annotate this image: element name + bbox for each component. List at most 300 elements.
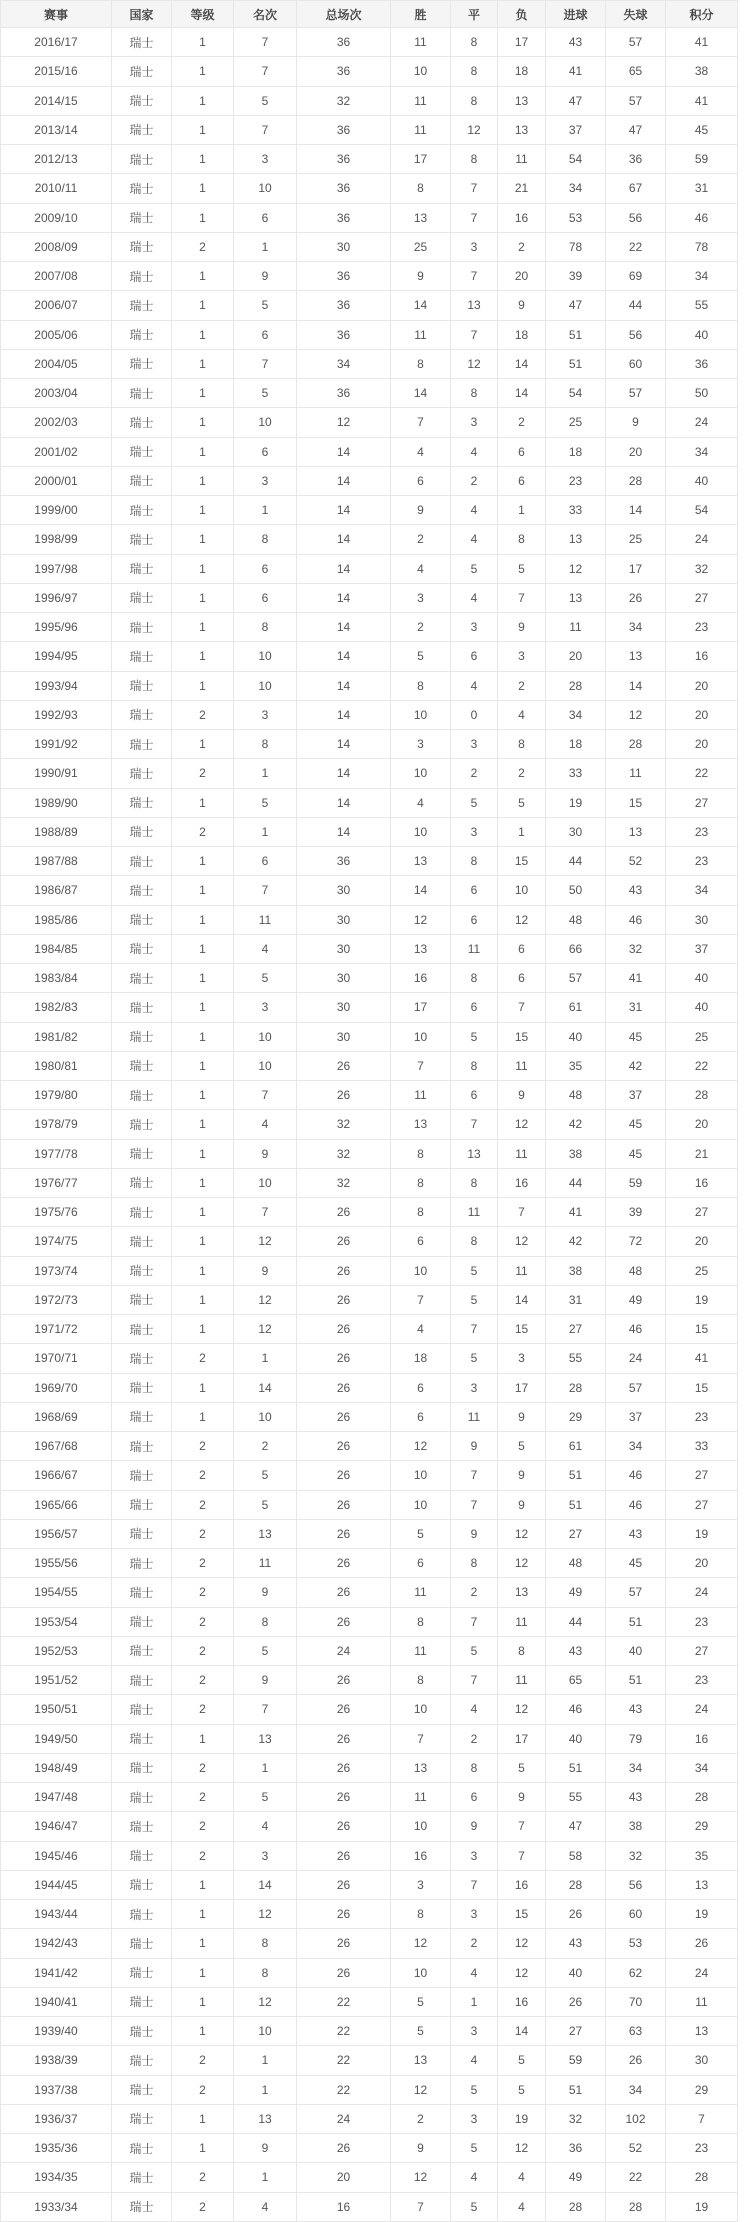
table-cell-country: 瑞士 bbox=[112, 817, 172, 846]
table-cell-losses: 15 bbox=[498, 847, 546, 876]
table-cell-country: 瑞士 bbox=[112, 788, 172, 817]
table-cell-points: 40 bbox=[666, 320, 738, 349]
table-cell-played: 14 bbox=[297, 437, 391, 466]
table-cell-played: 24 bbox=[297, 2104, 391, 2133]
table-cell-played: 26 bbox=[297, 1256, 391, 1285]
table-cell-goals_against: 38 bbox=[606, 1812, 666, 1841]
table-row bbox=[1, 1198, 738, 1227]
table-cell-rank: 3 bbox=[234, 1841, 297, 1870]
table-cell-losses: 17 bbox=[498, 1724, 546, 1753]
table-cell-rank: 7 bbox=[234, 57, 297, 86]
table-cell-level: 1 bbox=[172, 145, 234, 174]
table-cell-season: 1936/37 bbox=[1, 2104, 112, 2133]
table-row bbox=[1, 1432, 738, 1461]
table-cell-played: 26 bbox=[297, 1753, 391, 1782]
table-cell-season: 1984/85 bbox=[1, 934, 112, 963]
table-cell-points: 11 bbox=[666, 1987, 738, 2016]
table-cell-level: 1 bbox=[172, 934, 234, 963]
table-cell-rank: 12 bbox=[234, 1900, 297, 1929]
table-cell-goals_for: 34 bbox=[546, 700, 606, 729]
table-cell-wins: 6 bbox=[391, 1227, 451, 1256]
table-cell-goals_against: 52 bbox=[606, 847, 666, 876]
table-cell-losses: 1 bbox=[498, 817, 546, 846]
table-cell-rank: 8 bbox=[234, 613, 297, 642]
table-cell-points: 30 bbox=[666, 905, 738, 934]
table-cell-points: 22 bbox=[666, 759, 738, 788]
table-cell-losses: 2 bbox=[498, 759, 546, 788]
table-cell-rank: 1 bbox=[234, 2046, 297, 2075]
table-cell-goals_against: 25 bbox=[606, 525, 666, 554]
table-cell-losses: 16 bbox=[498, 203, 546, 232]
table-cell-country: 瑞士 bbox=[112, 1110, 172, 1139]
table-cell-level: 2 bbox=[172, 1783, 234, 1812]
table-cell-goals_against: 26 bbox=[606, 583, 666, 612]
table-cell-losses: 7 bbox=[498, 1841, 546, 1870]
table-cell-points: 26 bbox=[666, 1929, 738, 1958]
table-cell-rank: 13 bbox=[234, 1724, 297, 1753]
table-cell-country: 瑞士 bbox=[112, 1344, 172, 1373]
table-row bbox=[1, 57, 738, 86]
table-cell-wins: 13 bbox=[391, 1110, 451, 1139]
table-cell-country: 瑞士 bbox=[112, 1402, 172, 1431]
table-row bbox=[1, 759, 738, 788]
table-cell-goals_against: 79 bbox=[606, 1724, 666, 1753]
table-cell-points: 27 bbox=[666, 788, 738, 817]
table-cell-played: 36 bbox=[297, 379, 391, 408]
table-cell-goals_for: 66 bbox=[546, 934, 606, 963]
table-cell-level: 2 bbox=[172, 2192, 234, 2221]
table-cell-level: 1 bbox=[172, 115, 234, 144]
table-cell-losses: 15 bbox=[498, 1022, 546, 1051]
table-row bbox=[1, 554, 738, 583]
table-cell-goals_for: 28 bbox=[546, 671, 606, 700]
table-cell-points: 46 bbox=[666, 203, 738, 232]
table-cell-points: 25 bbox=[666, 1022, 738, 1051]
table-row bbox=[1, 642, 738, 671]
table-cell-goals_for: 33 bbox=[546, 496, 606, 525]
table-cell-played: 26 bbox=[297, 1812, 391, 1841]
table-cell-points: 37 bbox=[666, 934, 738, 963]
table-cell-country: 瑞士 bbox=[112, 262, 172, 291]
table-cell-wins: 5 bbox=[391, 642, 451, 671]
table-cell-season: 1965/66 bbox=[1, 1490, 112, 1519]
table-cell-goals_for: 27 bbox=[546, 2017, 606, 2046]
table-row bbox=[1, 2046, 738, 2075]
table-cell-draws: 5 bbox=[451, 2134, 498, 2163]
table-cell-level: 2 bbox=[172, 2075, 234, 2104]
table-cell-rank: 6 bbox=[234, 320, 297, 349]
table-cell-points: 27 bbox=[666, 583, 738, 612]
table-cell-played: 32 bbox=[297, 1110, 391, 1139]
table-cell-rank: 12 bbox=[234, 1227, 297, 1256]
table-cell-points: 19 bbox=[666, 2192, 738, 2221]
table-cell-season: 1934/35 bbox=[1, 2163, 112, 2192]
table-cell-level: 1 bbox=[172, 583, 234, 612]
table-cell-played: 14 bbox=[297, 554, 391, 583]
table-cell-country: 瑞士 bbox=[112, 1695, 172, 1724]
table-cell-draws: 8 bbox=[451, 379, 498, 408]
table-cell-goals_against: 26 bbox=[606, 2046, 666, 2075]
table-row bbox=[1, 1110, 738, 1139]
table-cell-played: 26 bbox=[297, 1285, 391, 1314]
table-cell-points: 30 bbox=[666, 2046, 738, 2075]
table-row bbox=[1, 1724, 738, 1753]
table-cell-points: 45 bbox=[666, 115, 738, 144]
table-cell-played: 22 bbox=[297, 2017, 391, 2046]
table-cell-goals_against: 57 bbox=[606, 86, 666, 115]
table-row bbox=[1, 1461, 738, 1490]
table-row bbox=[1, 1695, 738, 1724]
table-cell-rank: 1 bbox=[234, 1344, 297, 1373]
table-cell-goals_against: 51 bbox=[606, 1607, 666, 1636]
table-cell-points: 27 bbox=[666, 1636, 738, 1665]
table-cell-losses: 16 bbox=[498, 1987, 546, 2016]
table-cell-rank: 9 bbox=[234, 1256, 297, 1285]
table-cell-losses: 3 bbox=[498, 1344, 546, 1373]
table-cell-points: 31 bbox=[666, 174, 738, 203]
table-cell-goals_for: 65 bbox=[546, 1666, 606, 1695]
table-cell-level: 2 bbox=[172, 817, 234, 846]
table-cell-wins: 6 bbox=[391, 1549, 451, 1578]
table-cell-season: 1966/67 bbox=[1, 1461, 112, 1490]
table-cell-draws: 6 bbox=[451, 1081, 498, 1110]
table-row bbox=[1, 379, 738, 408]
table-cell-rank: 7 bbox=[234, 349, 297, 378]
table-cell-level: 2 bbox=[172, 1666, 234, 1695]
table-cell-level: 1 bbox=[172, 730, 234, 759]
table-row bbox=[1, 1168, 738, 1197]
table-cell-country: 瑞士 bbox=[112, 115, 172, 144]
table-cell-goals_for: 29 bbox=[546, 1402, 606, 1431]
table-cell-draws: 4 bbox=[451, 2163, 498, 2192]
table-cell-rank: 10 bbox=[234, 2017, 297, 2046]
table-cell-level: 1 bbox=[172, 1373, 234, 1402]
table-cell-season: 1942/43 bbox=[1, 1929, 112, 1958]
table-cell-goals_against: 28 bbox=[606, 2192, 666, 2221]
table-cell-goals_against: 44 bbox=[606, 291, 666, 320]
column-header-level: 等级 bbox=[172, 1, 234, 28]
table-row bbox=[1, 1022, 738, 1051]
table-cell-played: 36 bbox=[297, 203, 391, 232]
table-cell-goals_against: 43 bbox=[606, 876, 666, 905]
table-row bbox=[1, 1315, 738, 1344]
table-cell-wins: 11 bbox=[391, 1081, 451, 1110]
table-row bbox=[1, 1285, 738, 1314]
table-cell-rank: 5 bbox=[234, 1461, 297, 1490]
table-cell-goals_against: 22 bbox=[606, 232, 666, 261]
table-cell-level: 1 bbox=[172, 1256, 234, 1285]
table-cell-played: 26 bbox=[297, 1900, 391, 1929]
table-cell-goals_for: 49 bbox=[546, 2163, 606, 2192]
table-cell-wins: 3 bbox=[391, 730, 451, 759]
table-cell-level: 2 bbox=[172, 1490, 234, 1519]
table-cell-points: 34 bbox=[666, 437, 738, 466]
table-cell-losses: 9 bbox=[498, 1461, 546, 1490]
table-row bbox=[1, 1666, 738, 1695]
table-cell-losses: 11 bbox=[498, 1607, 546, 1636]
table-cell-points: 40 bbox=[666, 466, 738, 495]
table-cell-played: 36 bbox=[297, 262, 391, 291]
table-cell-played: 32 bbox=[297, 1168, 391, 1197]
table-cell-losses: 20 bbox=[498, 262, 546, 291]
table-cell-rank: 10 bbox=[234, 1402, 297, 1431]
table-cell-season: 2015/16 bbox=[1, 57, 112, 86]
table-cell-draws: 8 bbox=[451, 28, 498, 57]
table-cell-wins: 4 bbox=[391, 554, 451, 583]
table-cell-played: 32 bbox=[297, 86, 391, 115]
table-cell-rank: 5 bbox=[234, 291, 297, 320]
table-cell-season: 1935/36 bbox=[1, 2134, 112, 2163]
table-cell-wins: 17 bbox=[391, 993, 451, 1022]
table-cell-level: 1 bbox=[172, 1724, 234, 1753]
table-cell-level: 1 bbox=[172, 57, 234, 86]
table-cell-goals_against: 32 bbox=[606, 934, 666, 963]
table-cell-goals_against: 34 bbox=[606, 613, 666, 642]
table-cell-rank: 1 bbox=[234, 496, 297, 525]
table-cell-played: 30 bbox=[297, 876, 391, 905]
table-cell-played: 26 bbox=[297, 1315, 391, 1344]
table-cell-points: 19 bbox=[666, 1285, 738, 1314]
table-cell-goals_against: 62 bbox=[606, 1958, 666, 1987]
table-cell-draws: 3 bbox=[451, 817, 498, 846]
table-cell-goals_for: 58 bbox=[546, 1841, 606, 1870]
table-cell-season: 2000/01 bbox=[1, 466, 112, 495]
table-cell-country: 瑞士 bbox=[112, 1958, 172, 1987]
table-cell-season: 1943/44 bbox=[1, 1900, 112, 1929]
table-row bbox=[1, 1344, 738, 1373]
table-cell-goals_for: 46 bbox=[546, 1695, 606, 1724]
table-cell-rank: 3 bbox=[234, 993, 297, 1022]
table-row bbox=[1, 1987, 738, 2016]
table-cell-rank: 6 bbox=[234, 437, 297, 466]
table-cell-wins: 12 bbox=[391, 2163, 451, 2192]
table-cell-season: 1976/77 bbox=[1, 1168, 112, 1197]
table-row bbox=[1, 1051, 738, 1080]
table-row bbox=[1, 2017, 738, 2046]
table-cell-rank: 8 bbox=[234, 525, 297, 554]
table-cell-goals_for: 50 bbox=[546, 876, 606, 905]
table-cell-goals_for: 12 bbox=[546, 554, 606, 583]
table-cell-rank: 4 bbox=[234, 1110, 297, 1139]
table-cell-goals_for: 51 bbox=[546, 320, 606, 349]
table-cell-rank: 5 bbox=[234, 964, 297, 993]
table-cell-wins: 10 bbox=[391, 1461, 451, 1490]
table-cell-wins: 13 bbox=[391, 203, 451, 232]
table-cell-season: 1988/89 bbox=[1, 817, 112, 846]
table-cell-country: 瑞士 bbox=[112, 1285, 172, 1314]
table-cell-country: 瑞士 bbox=[112, 1812, 172, 1841]
table-cell-points: 7 bbox=[666, 2104, 738, 2133]
table-cell-level: 1 bbox=[172, 1022, 234, 1051]
table-cell-wins: 7 bbox=[391, 1051, 451, 1080]
table-cell-country: 瑞士 bbox=[112, 1636, 172, 1665]
table-row bbox=[1, 700, 738, 729]
table-cell-goals_against: 48 bbox=[606, 1256, 666, 1285]
table-cell-losses: 6 bbox=[498, 437, 546, 466]
column-header-rank: 名次 bbox=[234, 1, 297, 28]
table-cell-goals_for: 51 bbox=[546, 1461, 606, 1490]
table-cell-losses: 2 bbox=[498, 671, 546, 700]
table-cell-draws: 6 bbox=[451, 642, 498, 671]
table-cell-draws: 5 bbox=[451, 788, 498, 817]
table-cell-wins: 11 bbox=[391, 28, 451, 57]
table-cell-losses: 9 bbox=[498, 1783, 546, 1812]
table-cell-goals_for: 55 bbox=[546, 1344, 606, 1373]
table-cell-season: 2004/05 bbox=[1, 349, 112, 378]
table-cell-season: 1987/88 bbox=[1, 847, 112, 876]
table-cell-country: 瑞士 bbox=[112, 700, 172, 729]
table-cell-level: 1 bbox=[172, 1929, 234, 1958]
table-cell-played: 36 bbox=[297, 174, 391, 203]
table-cell-losses: 8 bbox=[498, 1636, 546, 1665]
table-cell-losses: 13 bbox=[498, 1578, 546, 1607]
table-cell-rank: 10 bbox=[234, 1168, 297, 1197]
table-cell-country: 瑞士 bbox=[112, 730, 172, 759]
table-cell-level: 1 bbox=[172, 437, 234, 466]
table-cell-losses: 15 bbox=[498, 1315, 546, 1344]
table-row bbox=[1, 934, 738, 963]
table-cell-season: 1990/91 bbox=[1, 759, 112, 788]
table-cell-season: 2007/08 bbox=[1, 262, 112, 291]
table-cell-played: 30 bbox=[297, 993, 391, 1022]
table-cell-rank: 12 bbox=[234, 1315, 297, 1344]
table-cell-points: 20 bbox=[666, 730, 738, 759]
table-cell-wins: 6 bbox=[391, 1373, 451, 1402]
table-cell-level: 1 bbox=[172, 2134, 234, 2163]
table-cell-goals_for: 42 bbox=[546, 1110, 606, 1139]
table-cell-country: 瑞士 bbox=[112, 525, 172, 554]
table-cell-played: 36 bbox=[297, 847, 391, 876]
table-cell-played: 26 bbox=[297, 1783, 391, 1812]
table-cell-wins: 7 bbox=[391, 408, 451, 437]
table-cell-losses: 12 bbox=[498, 1958, 546, 1987]
table-cell-losses: 9 bbox=[498, 291, 546, 320]
table-cell-goals_for: 44 bbox=[546, 847, 606, 876]
table-cell-draws: 8 bbox=[451, 847, 498, 876]
table-cell-played: 26 bbox=[297, 1227, 391, 1256]
table-cell-points: 28 bbox=[666, 2163, 738, 2192]
table-cell-season: 2005/06 bbox=[1, 320, 112, 349]
table-row bbox=[1, 466, 738, 495]
table-cell-wins: 10 bbox=[391, 700, 451, 729]
table-cell-points: 23 bbox=[666, 1607, 738, 1636]
table-cell-wins: 10 bbox=[391, 1490, 451, 1519]
table-cell-rank: 5 bbox=[234, 788, 297, 817]
table-cell-level: 1 bbox=[172, 1227, 234, 1256]
table-cell-goals_against: 72 bbox=[606, 1227, 666, 1256]
column-header-goals_against: 失球 bbox=[606, 1, 666, 28]
table-row bbox=[1, 1870, 738, 1899]
table-row bbox=[1, 1256, 738, 1285]
table-row bbox=[1, 1490, 738, 1519]
table-cell-losses: 8 bbox=[498, 525, 546, 554]
table-cell-level: 1 bbox=[172, 642, 234, 671]
column-header-draws: 平 bbox=[451, 1, 498, 28]
table-cell-rank: 11 bbox=[234, 905, 297, 934]
table-cell-wins: 8 bbox=[391, 1139, 451, 1168]
table-cell-wins: 10 bbox=[391, 1256, 451, 1285]
table-cell-draws: 8 bbox=[451, 1753, 498, 1782]
table-cell-country: 瑞士 bbox=[112, 1578, 172, 1607]
table-cell-points: 50 bbox=[666, 379, 738, 408]
table-cell-rank: 9 bbox=[234, 1666, 297, 1695]
table-cell-country: 瑞士 bbox=[112, 671, 172, 700]
table-cell-losses: 9 bbox=[498, 1402, 546, 1431]
table-cell-rank: 1 bbox=[234, 759, 297, 788]
table-cell-losses: 5 bbox=[498, 554, 546, 583]
table-cell-goals_for: 13 bbox=[546, 583, 606, 612]
table-cell-played: 26 bbox=[297, 1402, 391, 1431]
table-cell-rank: 10 bbox=[234, 1022, 297, 1051]
table-cell-wins: 10 bbox=[391, 817, 451, 846]
table-cell-draws: 7 bbox=[451, 174, 498, 203]
table-cell-season: 1939/40 bbox=[1, 2017, 112, 2046]
table-cell-points: 23 bbox=[666, 847, 738, 876]
table-cell-goals_for: 61 bbox=[546, 993, 606, 1022]
table-cell-played: 36 bbox=[297, 115, 391, 144]
table-cell-wins: 2 bbox=[391, 525, 451, 554]
table-cell-draws: 9 bbox=[451, 1812, 498, 1841]
table-cell-level: 2 bbox=[172, 1607, 234, 1636]
table-cell-season: 2013/14 bbox=[1, 115, 112, 144]
table-cell-season: 2012/13 bbox=[1, 145, 112, 174]
table-cell-draws: 5 bbox=[451, 1636, 498, 1665]
table-cell-points: 41 bbox=[666, 1344, 738, 1373]
table-cell-played: 30 bbox=[297, 232, 391, 261]
table-cell-losses: 5 bbox=[498, 1753, 546, 1782]
table-cell-goals_against: 17 bbox=[606, 554, 666, 583]
table-cell-country: 瑞士 bbox=[112, 2075, 172, 2104]
table-cell-goals_for: 20 bbox=[546, 642, 606, 671]
table-cell-level: 1 bbox=[172, 1402, 234, 1431]
table-cell-losses: 17 bbox=[498, 1373, 546, 1402]
table-cell-draws: 9 bbox=[451, 1432, 498, 1461]
table-cell-goals_against: 57 bbox=[606, 28, 666, 57]
table-cell-losses: 11 bbox=[498, 1666, 546, 1695]
table-cell-goals_against: 13 bbox=[606, 817, 666, 846]
table-cell-played: 30 bbox=[297, 1022, 391, 1051]
table-cell-points: 24 bbox=[666, 408, 738, 437]
table-cell-goals_for: 41 bbox=[546, 1198, 606, 1227]
table-cell-losses: 2 bbox=[498, 232, 546, 261]
table-cell-draws: 7 bbox=[451, 320, 498, 349]
table-cell-wins: 8 bbox=[391, 1607, 451, 1636]
table-cell-wins: 8 bbox=[391, 1900, 451, 1929]
table-cell-points: 23 bbox=[666, 817, 738, 846]
table-cell-draws: 4 bbox=[451, 671, 498, 700]
table-cell-goals_for: 28 bbox=[546, 2192, 606, 2221]
table-cell-season: 1937/38 bbox=[1, 2075, 112, 2104]
table-cell-played: 14 bbox=[297, 525, 391, 554]
table-cell-rank: 7 bbox=[234, 876, 297, 905]
table-cell-goals_against: 22 bbox=[606, 2163, 666, 2192]
table-cell-level: 1 bbox=[172, 291, 234, 320]
table-cell-season: 2014/15 bbox=[1, 86, 112, 115]
table-cell-goals_against: 46 bbox=[606, 905, 666, 934]
table-cell-wins: 14 bbox=[391, 291, 451, 320]
table-cell-points: 23 bbox=[666, 613, 738, 642]
table-cell-season: 1967/68 bbox=[1, 1432, 112, 1461]
table-cell-losses: 6 bbox=[498, 466, 546, 495]
table-cell-wins: 16 bbox=[391, 1841, 451, 1870]
table-cell-draws: 2 bbox=[451, 466, 498, 495]
table-cell-losses: 13 bbox=[498, 115, 546, 144]
table-row bbox=[1, 613, 738, 642]
table-cell-wins: 12 bbox=[391, 905, 451, 934]
table-cell-country: 瑞士 bbox=[112, 1139, 172, 1168]
table-row bbox=[1, 437, 738, 466]
table-cell-country: 瑞士 bbox=[112, 496, 172, 525]
